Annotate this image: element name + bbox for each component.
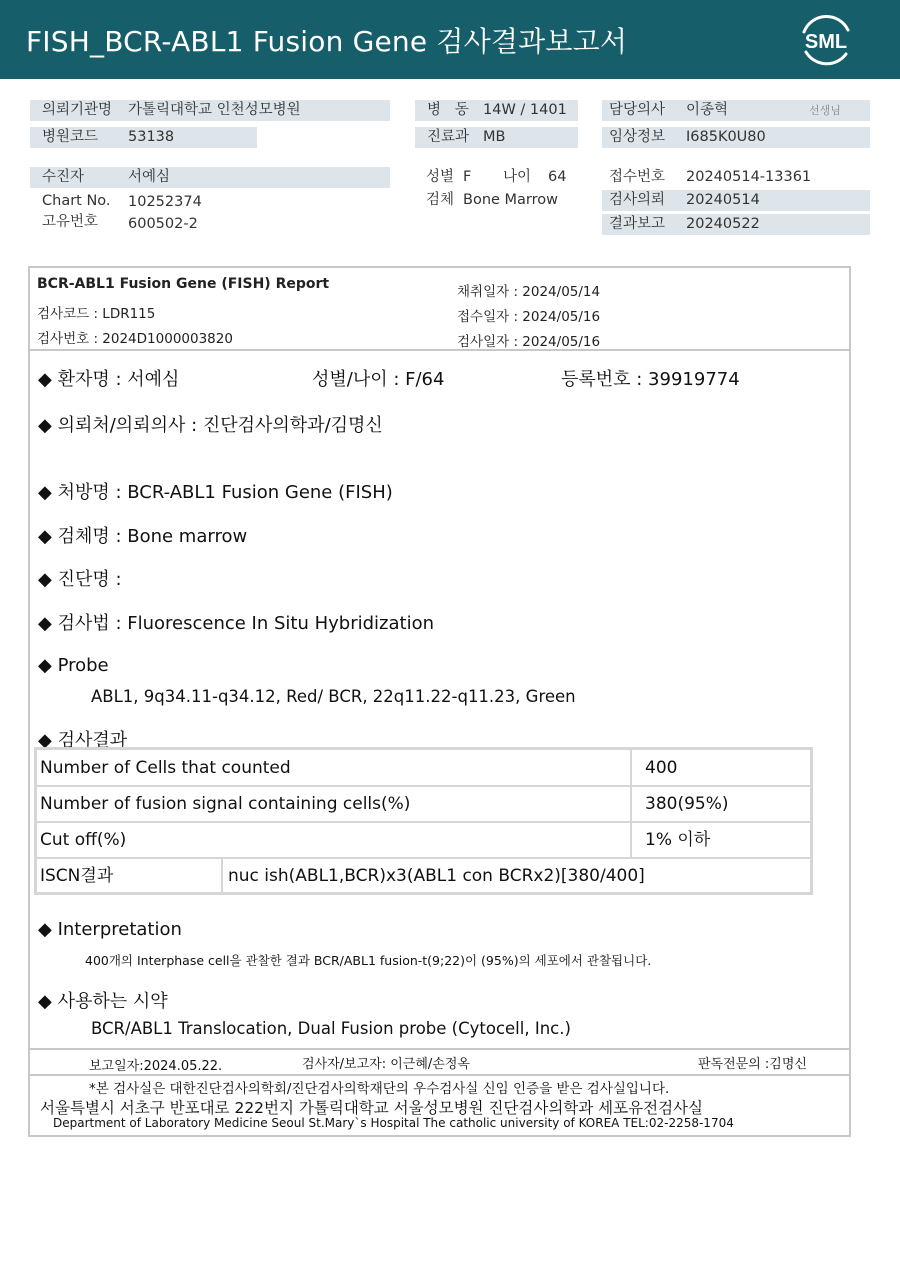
probe-text: ABL1, 9q34.11-q34.12, Red/ BCR, 22q11.22-q11.23, Green [91,687,576,706]
report-title: FISH_BCR-ABL1 Fusion Gene 검사결과보고서 [26,25,628,58]
clinical-label: 임상정보 [609,129,666,145]
cutoff-label: Cut off(%) [40,830,127,850]
receipt-label: 접수번호 [609,169,666,185]
report-name: BCR-ABL1 Fusion Gene (FISH) Report [37,276,330,292]
patient-label: 수진자 [42,169,85,185]
iscn-label: ISCN결과 [40,866,114,886]
exam-date: 검사일자 : 2024/05/16 [457,334,601,350]
interpretation-heading: ◆ Interpretation [38,919,182,940]
sex-age-line: 성별/나이 : F/64 [312,369,445,390]
fusion-cells-label: Number of fusion signal containing cells(%) [40,794,411,814]
sex-label: 성별 [426,169,455,185]
chart-value: 10252374 [128,194,202,210]
certification-note: *본 검사실은 대한진단검사의학회/진단검사의학재단의 우수검사실 신임 인증을 받은 검사실입니다. [89,1081,670,1097]
unique-value: 600502-2 [128,216,198,232]
dept-label: 진료과 [427,129,470,145]
cutoff-value: 1% 이하 [645,830,711,850]
address-korean: 서울특별시 서초구 반포대로 222번지 가톨릭대학교 서울성모병원 진단검사의학과 세포유전검사실 [40,1099,703,1117]
report-header-divider [30,349,849,351]
report-date: 보고일자:2024.05.22. [89,1059,223,1074]
receive-date: 접수일자 : 2024/05/16 [457,309,601,325]
examiner: 검사자/보고자: 이근혜/손정옥 [302,1057,470,1072]
test-code: 검사코드 : LDR115 [37,306,156,322]
specimen-value: Bone Marrow [463,192,559,208]
reagent-heading: ◆ 사용하는 시약 [38,991,168,1012]
receipt-value: 20240514-13361 [686,169,812,185]
sml-logo [796,12,856,68]
unique-label: 고유번호 [42,214,99,230]
doctor-row [602,100,870,121]
reg-no-line: 등록번호 : 39919774 [561,369,740,390]
dept-value: MB [483,129,506,145]
reagent-text: BCR/ABL1 Translocation, Dual Fusion probe (Cytocell, Inc.) [91,1019,571,1038]
result-heading: ◆ 검사결과 [38,730,128,751]
patient-value: 서예심 [128,169,171,185]
patient-row [30,167,390,188]
sex-value: F [463,169,472,185]
hospital-code-value: 53138 [128,129,175,145]
address-english: Department of Laboratory Medicine Seoul St.Mary`s Hospital The catholic university of KOREA TEL:02-2258-1704 [53,1116,734,1130]
test-number: 검사번호 : 2024D1000003820 [37,331,233,347]
table-divider [37,821,810,823]
table-col-divider [221,857,223,892]
header-banner [0,0,900,79]
collect-date: 채취일자 : 2024/05/14 [457,284,601,300]
fusion-cells-value: 380(95%) [645,794,729,814]
diagnosis-line: ◆ 진단명 : [38,569,122,590]
age-value: 64 [548,169,567,185]
result-label: 결과보고 [609,216,666,232]
chart-label: Chart No. [42,193,111,209]
table-col-divider [630,750,632,857]
method-line: ◆ 검사법 : Fluorescence In Situ Hybridization [38,613,434,634]
logo-text: SML [804,31,848,53]
hospital-code-row [30,127,257,148]
table-divider [37,785,810,787]
probe-heading: ◆ Probe [38,655,109,676]
footer-divider-top [30,1048,849,1050]
request-row [602,190,870,211]
cells-counted-value: 400 [645,758,678,778]
doctor-suffix: 선생님 [809,104,841,117]
hospital-code-label: 병원코드 [42,129,99,145]
result-date-row [602,214,870,235]
cells-counted-label: Number of Cells that counted [40,758,291,778]
institution-row [30,100,390,121]
result-table [34,747,813,895]
institution-value: 가톨릭대학교 인천성모병원 [128,102,301,118]
specimen-line: ◆ 검체명 : Bone marrow [38,526,248,547]
age-label: 나이 [503,169,532,185]
ward-label: 병 동 [427,102,469,118]
result-value: 20240522 [686,216,760,232]
footer-divider-bottom [30,1074,849,1076]
doctor-value: 이종혁 [686,102,729,118]
request-label: 검사의뢰 [609,192,666,208]
prescription-line: ◆ 처방명 : BCR-ABL1 Fusion Gene (FISH) [38,482,393,503]
institution-label: 의뢰기관명 [42,102,113,118]
patient-name-line: ◆ 환자명 : 서예심 [38,369,180,390]
specimen-label: 검체 [426,192,455,208]
clinical-row [602,127,870,148]
ward-value: 14W / 1401 [483,102,567,118]
requester-line: ◆ 의뢰처/의뢰의사 : 진단검사의학과/김명신 [38,415,383,436]
iscn-value: nuc ish(ABL1,BCR)x3(ABL1 con BCRx2)[380/400] [228,866,645,886]
doctor-label: 담당의사 [609,102,666,118]
table-divider [37,857,810,859]
specialist: 판독전문의 :김명신 [698,1057,807,1072]
request-value: 20240514 [686,192,760,208]
ward-row [415,100,578,121]
dept-row [415,127,578,148]
interpretation-text: 400개의 Interphase cell을 관찰한 결과 BCR/ABL1 fusion-t(9;22)이 (95%)의 세포에서 관찰됩니다. [85,953,652,968]
clinical-value: I685K0U80 [686,129,766,145]
